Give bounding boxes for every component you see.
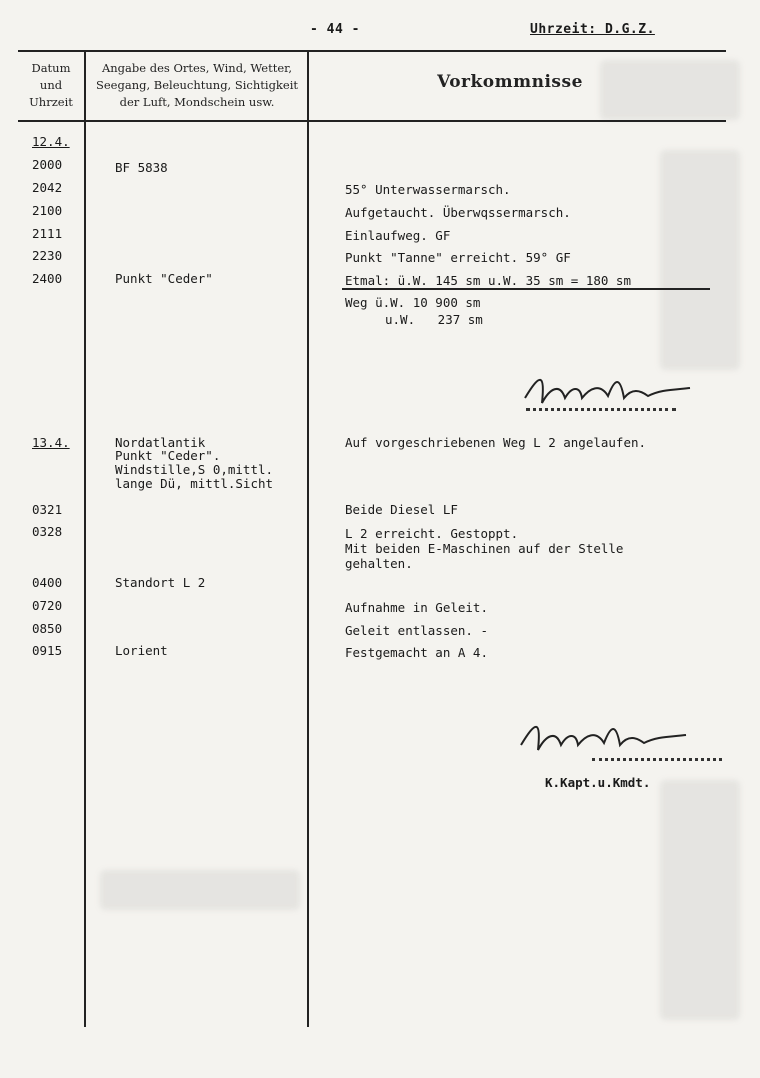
event-cell: gehalten. (345, 556, 413, 571)
place-cell: Standort L 2 (115, 575, 206, 590)
place-cell: lange Dü, mittl.Sicht (115, 476, 274, 491)
header-line: Angabe des Ortes, Wind, Wetter, (101, 61, 293, 75)
date-label: 13.4. (32, 435, 70, 450)
column-divider-1 (84, 52, 86, 1027)
bleed-through-mark (100, 870, 300, 910)
place-cell: Windstille,S 0,mittl. (115, 462, 274, 477)
time-cell: 2000 (32, 157, 63, 172)
event-cell: Beide Diesel LF (345, 502, 458, 517)
event-cell: Festgemacht an A 4. (345, 645, 488, 660)
column-header-location (88, 60, 306, 111)
header-line: Uhrzeit (29, 95, 73, 109)
etmal-rule (342, 288, 710, 290)
signature-mark (516, 715, 696, 760)
bleed-through-mark (600, 60, 740, 120)
time-cell: 2100 (32, 203, 63, 218)
page-number: - 44 - (310, 22, 360, 37)
header-line: Datum (31, 61, 71, 75)
weg-line: u.W. 237 sm (385, 312, 483, 327)
date-label: 12.4. (32, 134, 70, 149)
time-cell: 2042 (32, 180, 63, 195)
table-header-rule (18, 120, 726, 122)
column-divider-2 (307, 52, 309, 1027)
table-top-rule (18, 50, 726, 52)
signature-dotted-line (592, 758, 722, 761)
event-cell: Punkt "Tanne" erreicht. 59° GF (345, 250, 571, 265)
time-cell: 0400 (32, 575, 63, 590)
event-cell: Mit beiden E-Maschinen auf der Stelle (345, 541, 624, 556)
time-cell: 2400 (32, 271, 63, 286)
etmal-line: Etmal: ü.W. 145 sm u.W. 35 sm = 180 sm (345, 273, 631, 288)
signature-mark (520, 368, 700, 413)
place-cell: BF 5838 (115, 160, 168, 175)
event-cell: L 2 erreicht. Gestoppt. (345, 526, 519, 541)
place-cell: Lorient (115, 643, 168, 658)
time-cell: 0328 (32, 524, 63, 539)
time-zone-label: Uhrzeit: D.G.Z. (530, 22, 655, 37)
event-cell: Auf vorgeschriebenen Weg L 2 angelaufen. (345, 435, 647, 450)
header-line: der Luft, Mondschein usw. (119, 95, 275, 109)
bleed-through-mark (660, 150, 740, 370)
header-line: und (39, 78, 63, 92)
event-cell: Aufnahme in Geleit. (345, 600, 488, 615)
time-cell: 0720 (32, 598, 63, 613)
event-cell: 55° Unterwassermarsch. (345, 182, 511, 197)
signature-title: K.Kapt.u.Kmdt. (545, 775, 651, 790)
header-line: Seegang, Beleuchtung, Sichtigkeit (95, 78, 299, 92)
time-cell: 0915 (32, 643, 63, 658)
time-cell: 0850 (32, 621, 63, 636)
event-cell: Einlaufweg. GF (345, 228, 451, 243)
time-cell: 2230 (32, 248, 63, 263)
column-header-date (20, 60, 82, 111)
time-cell: 2111 (32, 226, 63, 241)
column-header-events: Vorkommnisse (437, 72, 583, 92)
event-cell: Aufgetaucht. Überwqssermarsch. (345, 205, 571, 220)
bleed-through-mark (660, 780, 740, 1020)
time-cell: 0321 (32, 502, 63, 517)
place-cell: Punkt "Ceder". (115, 448, 221, 463)
weg-line: Weg ü.W. 10 900 sm (345, 295, 481, 310)
event-cell: Geleit entlassen. - (345, 623, 488, 638)
place-cell: Punkt "Ceder" (115, 271, 213, 286)
signature-dotted-line (526, 408, 676, 411)
place-cell: Nordatlantik (115, 435, 206, 450)
